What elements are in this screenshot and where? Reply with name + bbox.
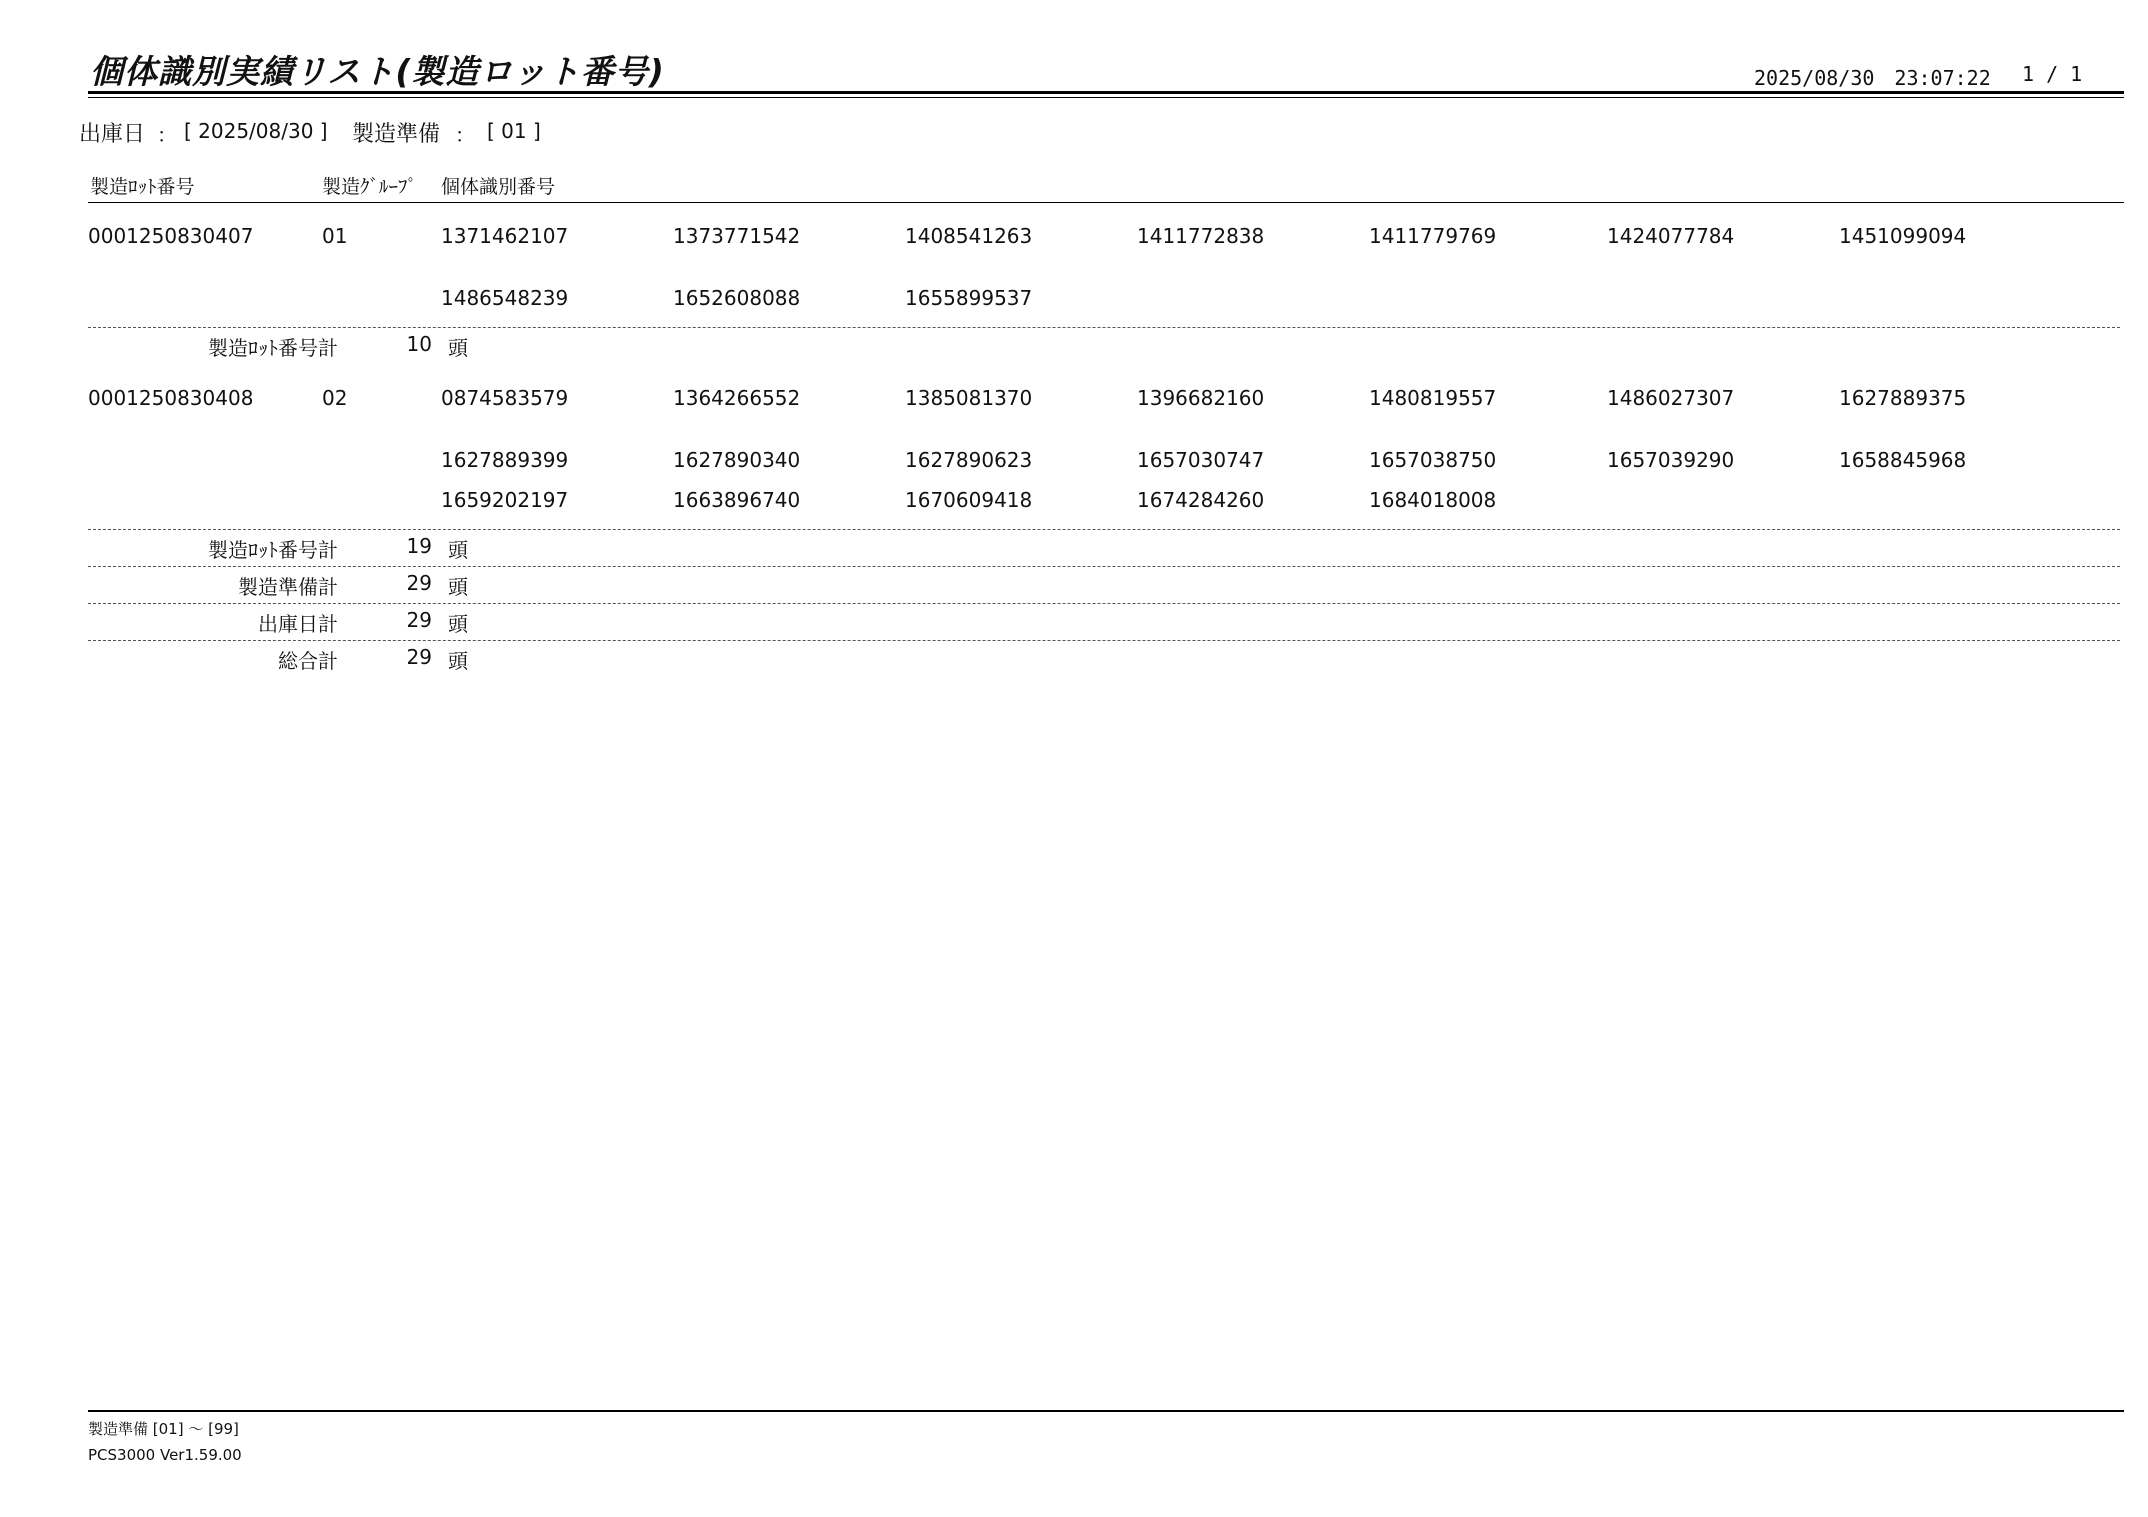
id-number: 1364266552 [673,386,801,410]
page-number: 1 / 1 [2022,62,2083,86]
prep-total-count: 29 [406,571,432,595]
id-number: 1627890340 [673,448,801,472]
id-number: 1655899537 [905,286,1033,310]
prep-separator: ： [455,123,475,147]
lot-subtotal-unit: 頭 [448,336,468,360]
id-number: 1657030747 [1137,448,1265,472]
grand-total-label: 総合計 [278,649,338,673]
dashed-divider [88,327,2120,328]
ship-date-label: 出庫日 [79,122,146,147]
report-title: 個体識別実績リスト(製造ロット番号) [90,52,665,91]
lot-number: 0001250830407 [88,224,254,248]
id-number: 1480819557 [1369,386,1497,410]
lot-subtotal-unit: 頭 [448,538,468,562]
id-number: 1373771542 [673,224,801,248]
lot-number: 0001250830408 [88,386,254,410]
dashed-divider [88,566,2120,567]
ship-date-total-label: 出庫日計 [258,612,338,636]
column-header-ids: 個体識別番号 [441,176,556,198]
id-number: 1658845968 [1839,448,1967,472]
id-number: 1486027307 [1607,386,1735,410]
ship-date-value: [ 2025/08/30 ] [184,119,328,143]
footer-range: 製造準備 [01] ～ [99] [88,1420,239,1438]
title-rule-sub [88,97,2124,98]
prep-total-label: 製造準備計 [238,575,338,599]
lot-group: 01 [322,224,348,248]
ship-date-separator: ： [157,123,177,147]
id-number: 1451099094 [1839,224,1967,248]
lot-subtotal-label: 製造ﾛｯﾄ番号計 [208,336,338,360]
id-number: 1385081370 [905,386,1033,410]
id-number: 1652608088 [673,286,801,310]
dashed-divider [88,529,2120,530]
header-rule [88,202,2124,203]
id-number: 1663896740 [673,488,801,512]
id-number: 1627889399 [441,448,569,472]
id-number: 0874583579 [441,386,569,410]
print-datetime: 2025/08/30 23:07:22 [1754,66,1991,90]
dashed-divider [88,603,2120,604]
prep-label: 製造準備 [352,122,441,147]
lot-group: 02 [322,386,348,410]
id-number: 1657039290 [1607,448,1735,472]
lot-subtotal-count: 19 [406,534,432,558]
lot-subtotal-label: 製造ﾛｯﾄ番号計 [208,538,338,562]
column-header-lot: 製造ﾛｯﾄ番号 [90,176,195,198]
column-header-group: 製造ｸﾞﾙｰﾌﾟ [322,176,418,198]
footer-version: PCS3000 Ver1.59.00 [88,1446,242,1464]
grand-total-count: 29 [406,645,432,669]
ship-date-total-count: 29 [406,608,432,632]
id-number: 1684018008 [1369,488,1497,512]
id-number: 1659202197 [441,488,569,512]
id-number: 1408541263 [905,224,1033,248]
id-number: 1670609418 [905,488,1033,512]
id-number: 1411772838 [1137,224,1265,248]
id-number: 1486548239 [441,286,569,310]
id-number: 1627889375 [1839,386,1967,410]
prep-value: [ 01 ] [487,119,541,143]
id-number: 1674284260 [1137,488,1265,512]
id-number: 1424077784 [1607,224,1735,248]
lot-subtotal-count: 10 [406,332,432,356]
id-number: 1371462107 [441,224,569,248]
id-number: 1627890623 [905,448,1033,472]
ship-date-total-unit: 頭 [448,612,468,636]
id-number: 1411779769 [1369,224,1497,248]
prep-total-unit: 頭 [448,575,468,599]
id-number: 1396682160 [1137,386,1265,410]
grand-total-unit: 頭 [448,649,468,673]
dashed-divider [88,640,2120,641]
id-number: 1657038750 [1369,448,1497,472]
footer-rule [88,1410,2124,1412]
title-rule [88,91,2124,94]
